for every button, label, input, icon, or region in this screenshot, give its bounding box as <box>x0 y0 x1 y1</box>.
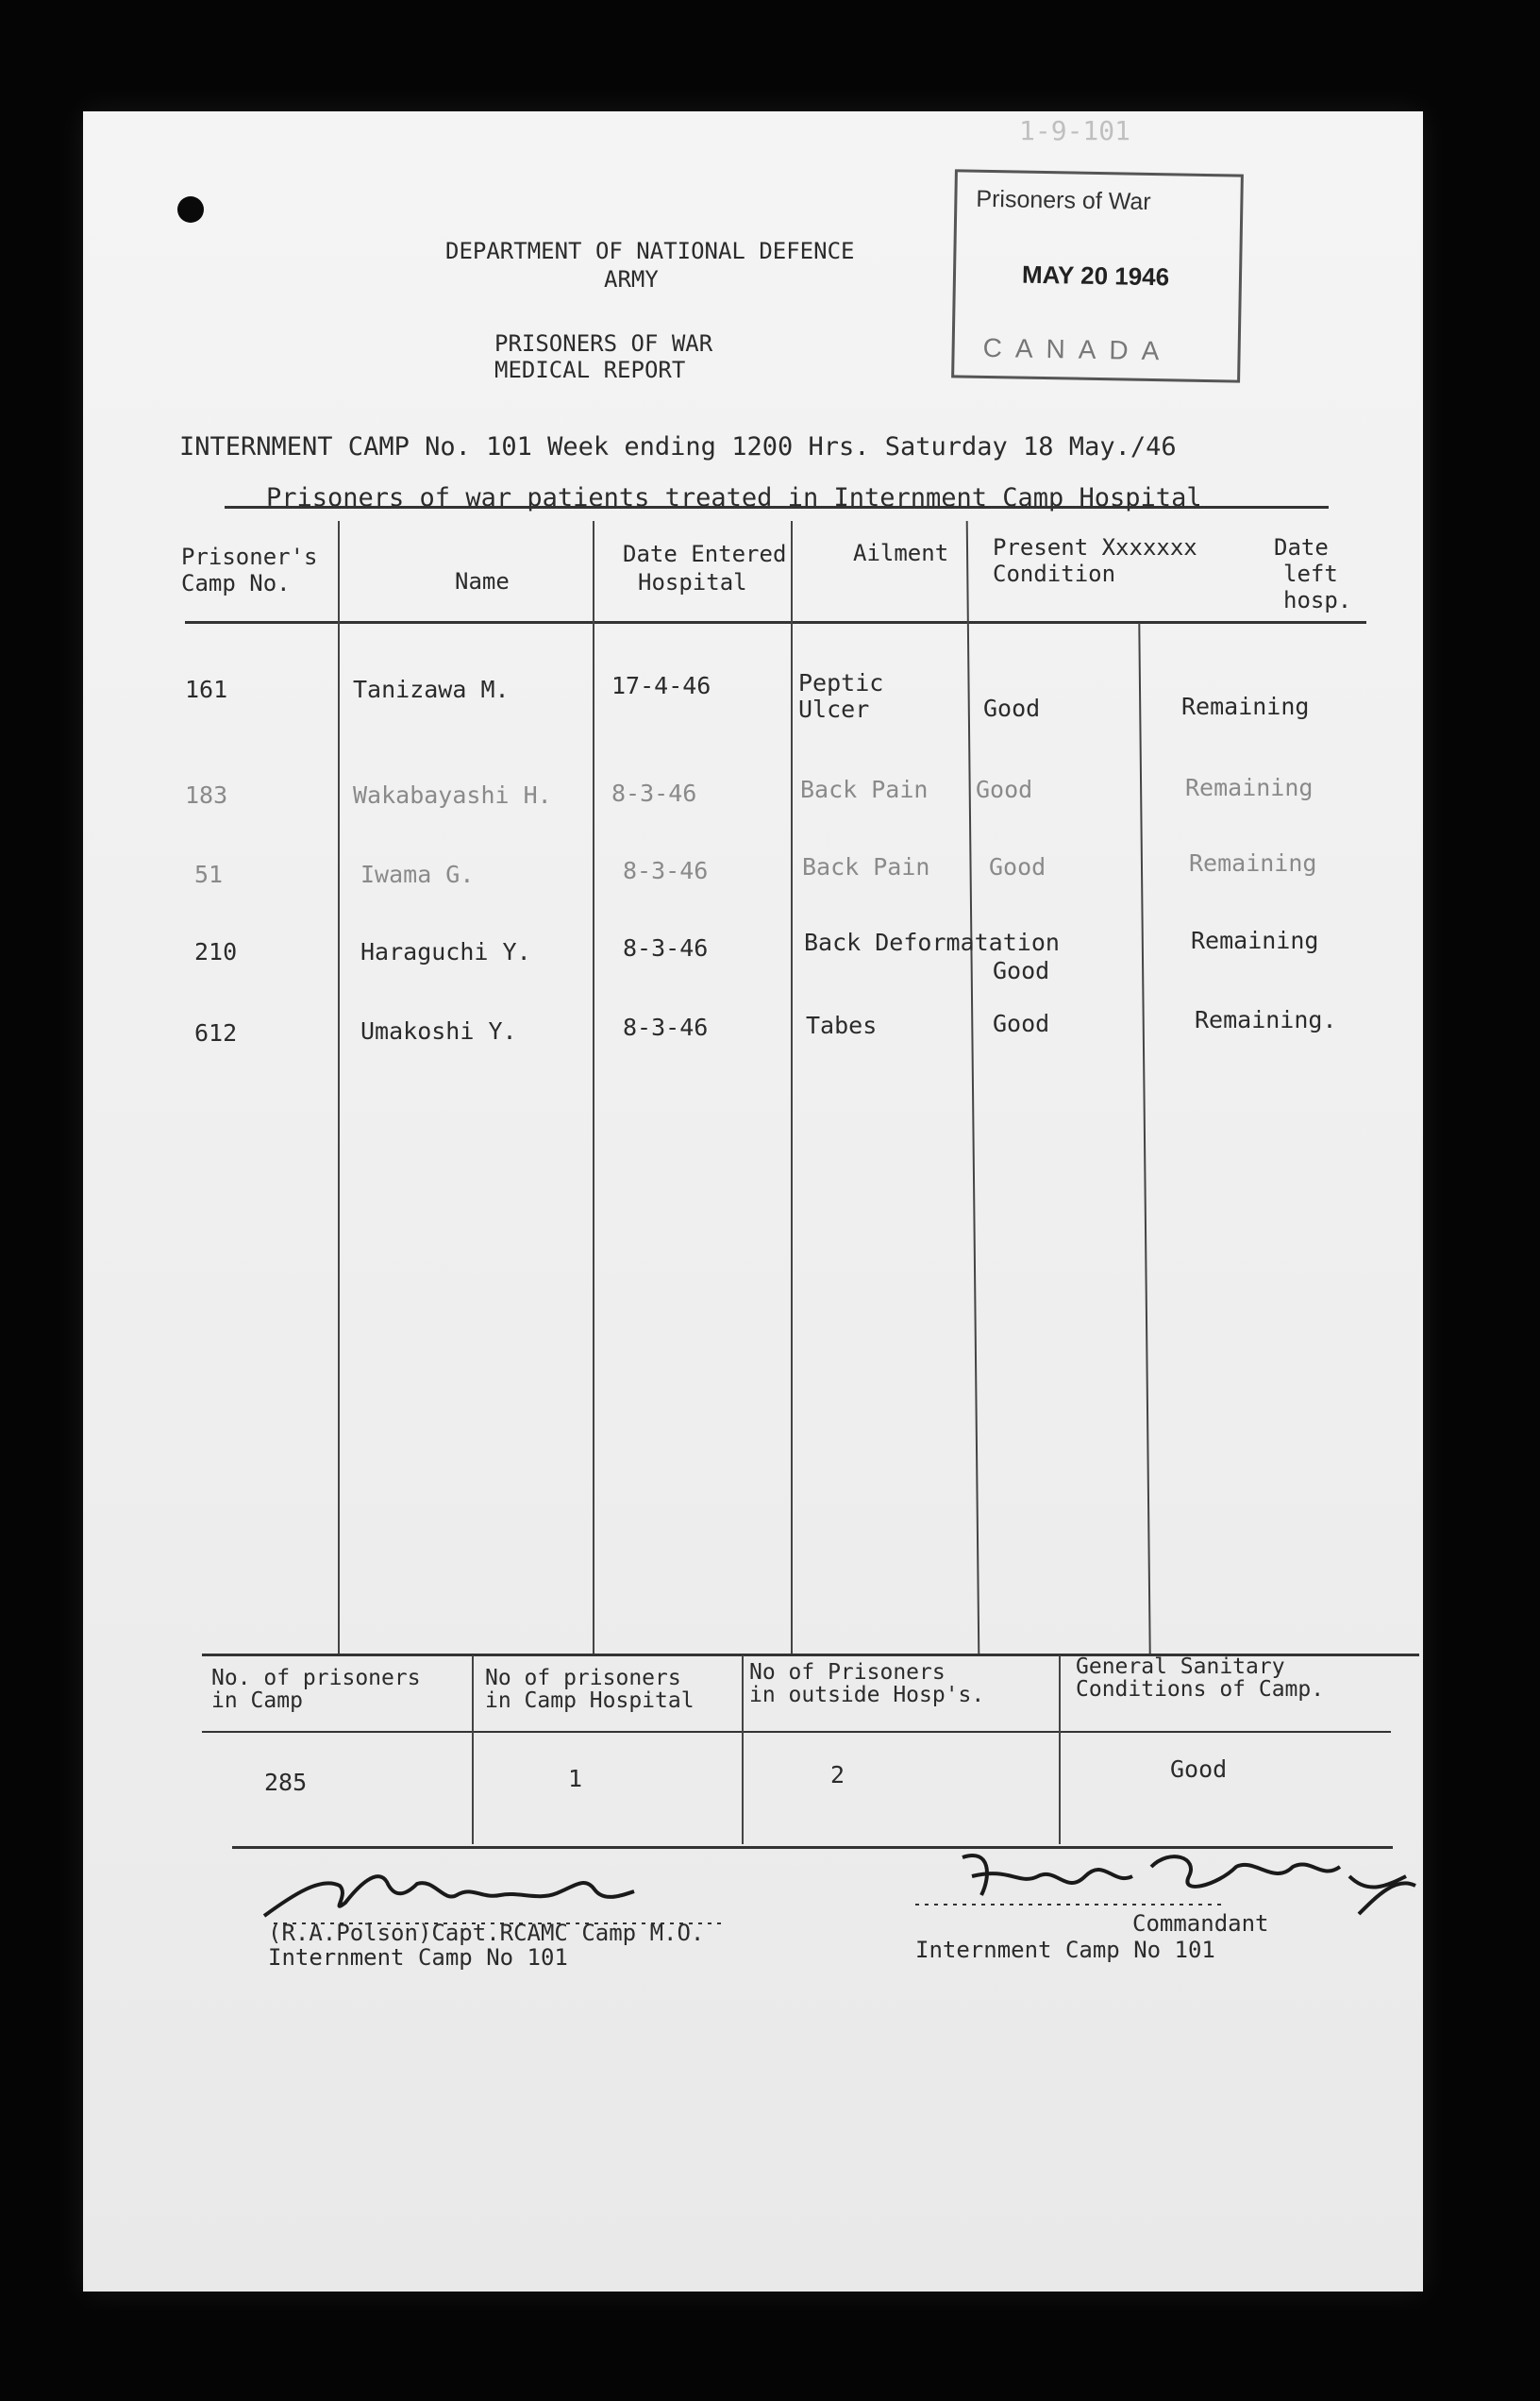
col-header-ailment: Ailment <box>853 540 949 566</box>
row-condition: Good <box>989 853 1046 881</box>
row-camp-no: 161 <box>185 676 228 703</box>
archive-number: 1-9-101 <box>1019 115 1131 146</box>
commandant-title: Commandant <box>1132 1910 1269 1937</box>
row-date-left: Remaining <box>1185 774 1314 801</box>
summary-rule-3 <box>1059 1655 1061 1844</box>
row-date-left: Remaining <box>1189 849 1317 877</box>
row-condition: Good <box>983 695 1041 722</box>
summary-header-hospital: No of prisoners in Camp Hospital <box>485 1666 695 1713</box>
col-rule-3 <box>791 521 793 1654</box>
col-header-date-left: Date left hosp. <box>1274 534 1352 613</box>
row-camp-no: 51 <box>194 861 224 888</box>
row-condition: Good <box>993 1010 1050 1037</box>
summary-header-outside: No of Prisoners in outside Hosp's. <box>749 1660 985 1707</box>
col-header-camp-no: Prisoner's Camp No. <box>181 544 318 596</box>
summary-header-sanitary: General Sanitary Conditions of Camp. <box>1076 1654 1325 1702</box>
row-ailment: Back Pain <box>802 853 930 881</box>
header-rule <box>185 621 1366 624</box>
row-camp-no: 612 <box>194 1019 238 1047</box>
received-stamp <box>951 169 1244 382</box>
row-date-left: Remaining <box>1191 927 1319 954</box>
report-title-2: MEDICAL REPORT <box>494 357 686 383</box>
row-date: 8-3-46 <box>611 780 697 807</box>
row-name: Iwama G. <box>360 861 475 888</box>
row-ailment: Peptic Ulcer <box>798 669 884 723</box>
row-camp-no: 183 <box>185 781 228 809</box>
stamp-title: Prisoners of War <box>976 185 1151 215</box>
department-heading: DEPARTMENT OF NATIONAL DEFENCE <box>445 238 855 264</box>
col-rule-2 <box>593 521 594 1654</box>
row-name: Umakoshi Y. <box>360 1017 517 1045</box>
col-header-date-entered: Date Entered Hospital <box>623 541 787 596</box>
summary-value-in-camp: 285 <box>264 1769 308 1796</box>
row-date: 8-3-46 <box>623 934 709 962</box>
col-rule-1 <box>338 521 340 1654</box>
row-ailment: Back Pain <box>800 776 929 803</box>
report-title-1: PRISONERS OF WAR <box>494 330 713 357</box>
medical-officer-name: (R.A.Polson)Capt.RCAMC Camp M.O. <box>268 1920 705 1946</box>
row-name: Tanizawa M. <box>353 676 510 703</box>
col-header-name: Name <box>455 568 510 595</box>
row-ailment: Tabes <box>806 1012 878 1039</box>
row-date: 8-3-46 <box>623 1014 709 1041</box>
row-condition: Good <box>976 776 1033 803</box>
stamp-date: MAY 20 1946 <box>1021 260 1170 292</box>
row-date: 8-3-46 <box>623 857 709 884</box>
summary-mid-rule <box>202 1731 1391 1733</box>
row-date-left: Remaining <box>1181 693 1310 720</box>
summary-value-sanitary: Good <box>1170 1755 1228 1783</box>
row-ailment: Back Deformatation <box>804 929 1060 956</box>
row-condition: Good <box>993 957 1050 984</box>
summary-value-outside: 2 <box>830 1761 845 1788</box>
summary-value-hospital: 1 <box>568 1765 583 1792</box>
summary-rule-1 <box>472 1655 474 1844</box>
row-date-left: Remaining. <box>1195 1006 1337 1033</box>
table-caption: Prisoners of war patients treated in Internment Camp Hospital <box>266 483 1202 512</box>
summary-rule-2 <box>742 1655 744 1844</box>
branch-heading: ARMY <box>604 266 659 293</box>
commandant-camp: Internment Camp No 101 <box>915 1937 1215 1963</box>
stamp-country: CANADA <box>982 332 1173 366</box>
row-camp-no: 210 <box>194 938 238 965</box>
camp-week-line: INTERNMENT CAMP No. 101 Week ending 1200 Hrs. Saturday 18 May./46 <box>179 432 1177 462</box>
punch-hole <box>177 196 204 223</box>
row-name: Wakabayashi H. <box>353 781 552 809</box>
col-header-condition: Present Xxxxxxx Condition <box>993 534 1197 587</box>
caption-underline <box>225 506 1329 509</box>
row-name: Haraguchi Y. <box>360 938 531 965</box>
row-date: 17-4-46 <box>611 672 711 699</box>
summary-header-in-camp: No. of prisoners in Camp <box>211 1666 421 1713</box>
medical-officer-camp: Internment Camp No 101 <box>268 1944 568 1971</box>
